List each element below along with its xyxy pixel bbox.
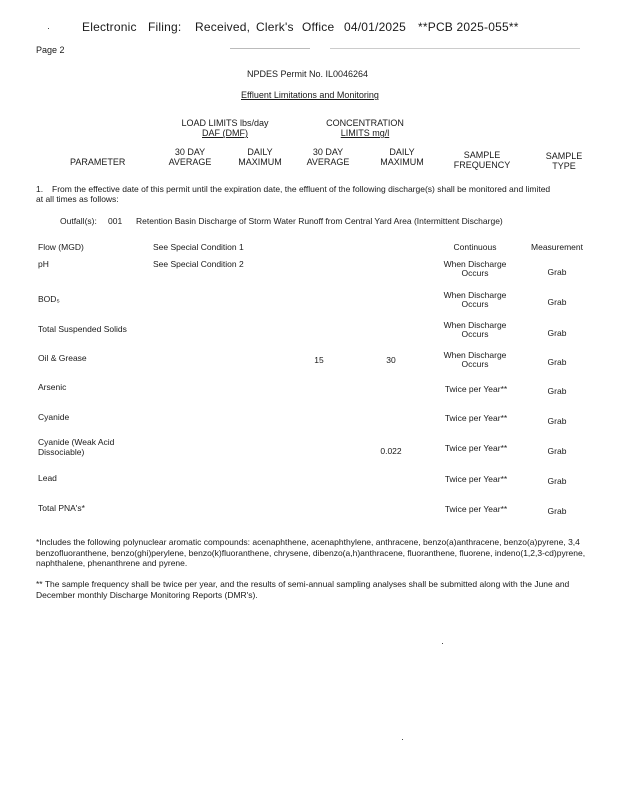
avg-conc-value: 15: [314, 355, 324, 365]
col-avg-conc-2: AVERAGE: [306, 157, 350, 167]
footnote-pna: *Includes the following polynuclear aromatic compounds: acenaphthene, acenaphthylene, anthracene, benzo(a)anthracene, benzo(a)pyrene, 3,4 benzofluoranthene, benzo(ghi)perylene, benzo(k)fluoranthene, chrysene, dibenzo(a,h)anthracene, fluoranthene, fluorene, indeno(1,2,3-cd)pyrene, naphthalene, phenanthrene and pyrene.: [36, 537, 586, 568]
page-label: Page 2: [36, 45, 65, 55]
param-name: Total PNA's*: [38, 503, 85, 513]
sample-frequency: When Discharge: [443, 290, 507, 300]
table-row: [0, 382, 618, 408]
sample-type: Grab: [547, 386, 567, 396]
scan-speck: [48, 28, 49, 29]
param-note: See Special Condition 1: [153, 242, 244, 252]
col-max-conc-1: DAILY: [389, 147, 415, 157]
sample-frequency: When Discharge: [443, 259, 507, 269]
col-avg-load-1: 30 DAY: [174, 147, 206, 157]
outfall-label: Outfall(s):: [60, 216, 97, 226]
sample-frequency: Twice per Year**: [444, 474, 508, 484]
intro-line-1: From the effective date of this permit until the expiration date, the effluent of the following discharge(s) shall be monitored and limited: [52, 184, 551, 194]
header-date: 04/01/2025: [344, 20, 407, 34]
header-clerks: Clerk's: [256, 20, 294, 34]
table-row: [0, 350, 618, 376]
col-max-load-2: MAXIMUM: [238, 157, 282, 167]
scan-artifact-line: [230, 48, 310, 49]
sample-type: Measurement: [531, 242, 583, 252]
footnote-frequency: ** The sample frequency shall be twice per year, and the results of semi-annual sampling analyses shall be submitted along with the June and December monthly Discharge Monitoring Reports (DMR's).: [36, 579, 570, 600]
header-filing: Filing:: [148, 20, 182, 34]
section-title: Effluent Limitations and Monitoring: [241, 90, 379, 100]
sample-type: Grab: [547, 357, 567, 367]
param-name: Lead: [38, 473, 57, 483]
sample-frequency: Twice per Year**: [444, 504, 508, 514]
col-type-1: SAMPLE: [545, 151, 583, 161]
sample-type: Grab: [547, 267, 567, 277]
table-row: [0, 502, 618, 528]
col-avg-conc-1: 30 DAY: [312, 147, 344, 157]
header-electronic: Electronic: [82, 20, 137, 34]
sample-type: Grab: [547, 506, 567, 516]
col-max-conc-2: MAXIMUM: [380, 157, 424, 167]
outfall-number: 001: [108, 216, 123, 226]
permit-title: NPDES Permit No. IL0046264: [247, 69, 369, 79]
table-row: [0, 411, 618, 437]
col-avg-load-2: AVERAGE: [168, 157, 212, 167]
table-row: [0, 437, 618, 467]
sample-type: Grab: [547, 446, 567, 456]
param-note: See Special Condition 2: [153, 259, 244, 269]
sample-frequency-2: Occurs: [461, 299, 489, 309]
sample-frequency: Twice per Year**: [444, 443, 508, 453]
sample-frequency-2: Occurs: [461, 329, 489, 339]
sample-type: Grab: [547, 297, 567, 307]
param-name: pH: [38, 259, 49, 269]
header-received: Received,: [195, 20, 251, 34]
header-docket: **PCB 2025-055**: [418, 20, 519, 34]
group-concentration: CONCENTRATION: [326, 118, 404, 128]
sample-frequency-2: Occurs: [461, 359, 489, 369]
table-row: [0, 290, 618, 316]
col-type-2: TYPE: [552, 161, 576, 171]
intro-number: 1.: [36, 184, 44, 194]
scan-artifact-line: [330, 48, 580, 49]
group-daf: DAF (DMF): [202, 128, 248, 138]
group-conc-units: LIMITS mg/l: [340, 128, 390, 138]
sample-frequency-2: Occurs: [461, 268, 489, 278]
intro-line-2: at all times as follows:: [36, 194, 119, 204]
sample-type: Grab: [547, 476, 567, 486]
param-name-2: Dissociable): [38, 447, 85, 457]
max-conc-value: 30: [386, 355, 396, 365]
param-name: Cyanide (Weak Acid: [38, 437, 115, 447]
max-conc-value: 0.022: [380, 446, 402, 456]
table-row: [0, 259, 618, 285]
param-name: Oil & Grease: [38, 353, 87, 363]
scan-speck: [442, 643, 443, 644]
sample-type: Grab: [547, 328, 567, 338]
col-parameter: PARAMETER: [70, 157, 126, 167]
table-row: [0, 320, 618, 346]
col-frequency-1: SAMPLE: [463, 150, 501, 160]
sample-type: Grab: [547, 416, 567, 426]
outfall-description: Retention Basin Discharge of Storm Water Runoff from Central Yard Area (Intermittent Discharge): [136, 216, 503, 226]
param-name: Arsenic: [38, 382, 67, 392]
sample-frequency: When Discharge: [443, 320, 507, 330]
sample-frequency: Twice per Year**: [444, 384, 508, 394]
group-load-limits: LOAD LIMITS lbs/day: [181, 118, 269, 128]
param-name: Total Suspended Solids: [38, 324, 127, 334]
scan-speck: [402, 739, 403, 740]
param-name: Flow (MGD): [38, 242, 84, 252]
table-row: [0, 472, 618, 498]
sample-frequency: When Discharge: [443, 350, 507, 360]
param-name: Cyanide: [38, 412, 70, 422]
header-office: Office: [302, 20, 335, 34]
sample-frequency: Continuous: [453, 242, 497, 252]
param-name: BOD₅: [38, 294, 60, 304]
col-max-load-1: DAILY: [247, 147, 273, 157]
sample-frequency: Twice per Year**: [444, 413, 508, 423]
col-frequency-2: FREQUENCY: [453, 160, 511, 170]
